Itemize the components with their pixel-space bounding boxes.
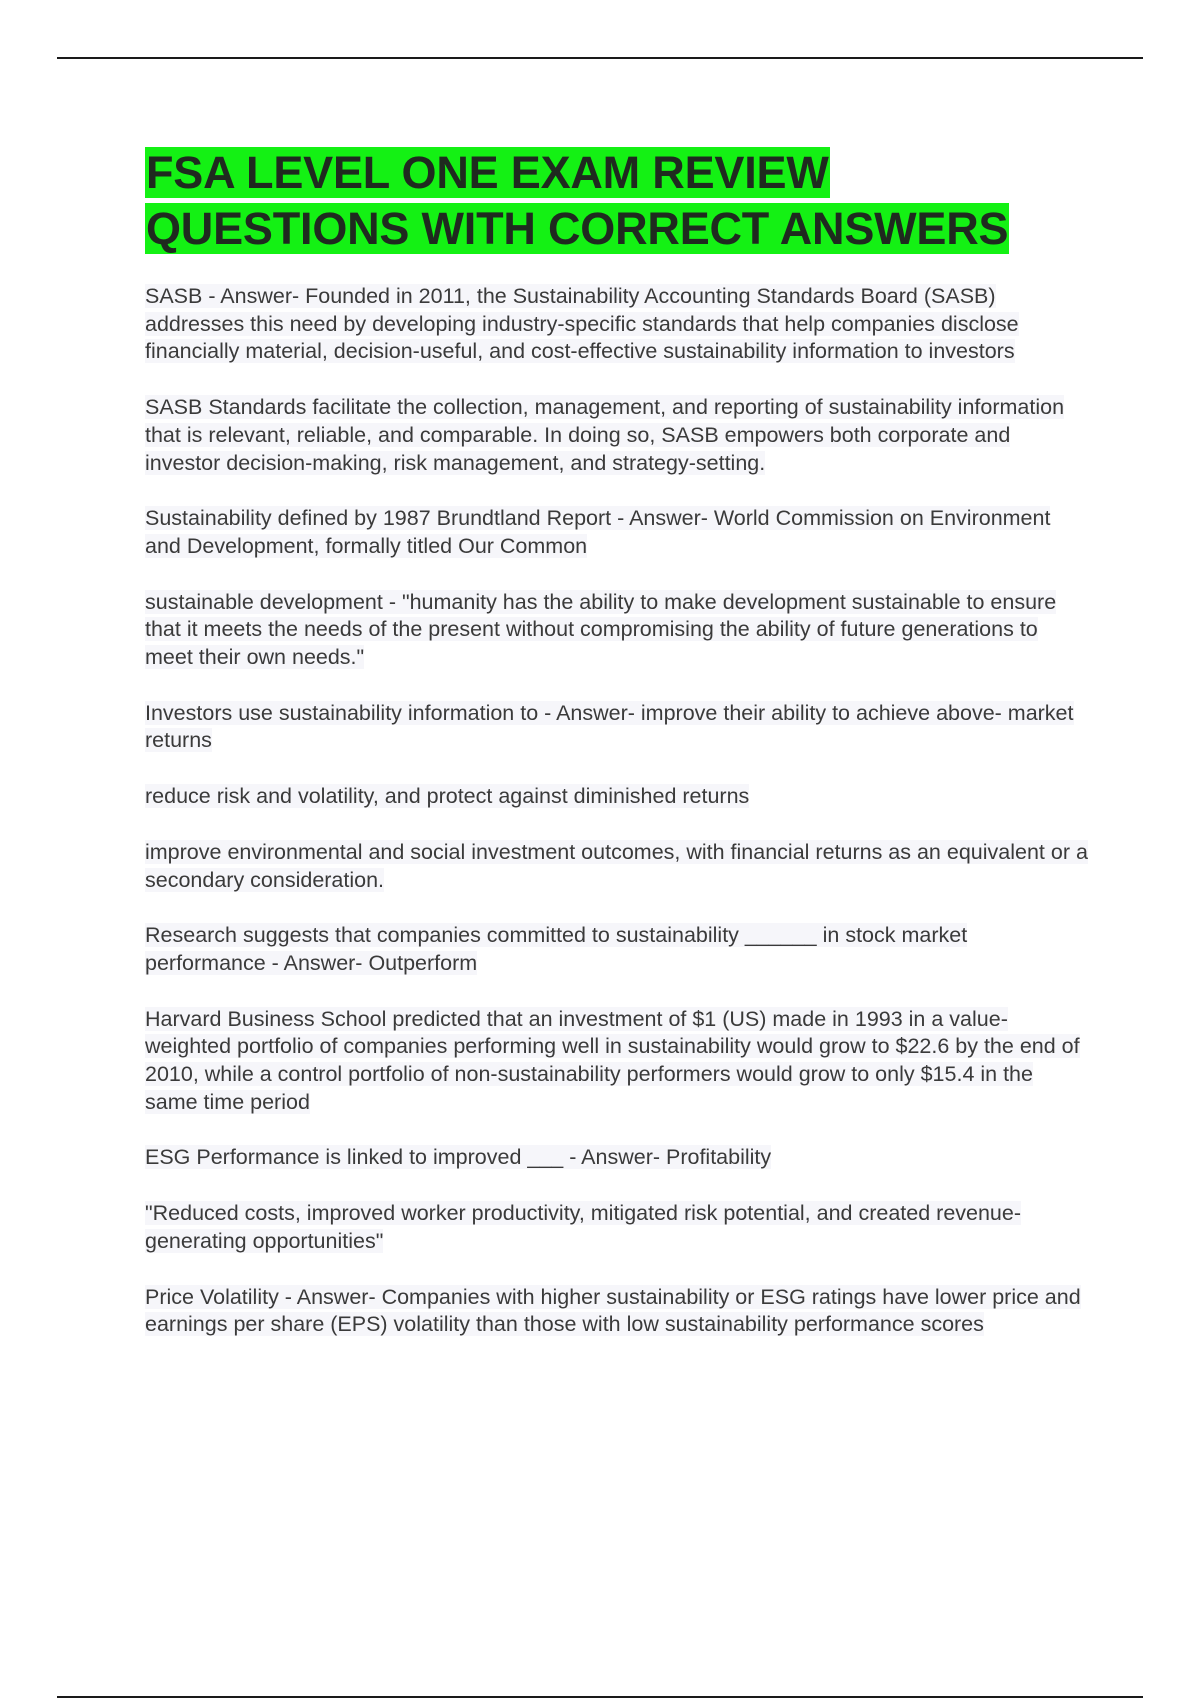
paragraph-price-volatility xyxy=(145,1284,1090,1339)
paragraph-text: SASB - Answer- Founded in 2011, the Sustainability Accounting Standards Board (SASB) addresses this need by developing industry-specific standards that help companies disclose financially material, decision-useful, and cost-effective sustainability information to investors xyxy=(145,284,1019,364)
paragraph-text: ESG Performance is linked to improved ___ - Answer- Profitability xyxy=(145,1145,772,1170)
paragraph-research-outperform xyxy=(145,922,1090,977)
paragraph-harvard xyxy=(145,1006,1090,1117)
paragraph-text: Price Volatility - Answer- Companies with higher sustainability or ESG ratings have lower price and earnings per share (EPS) volatility than those with low sustainability performance scores xyxy=(145,1284,1081,1337)
document-title-text: FSA LEVEL ONE EXAM REVIEW QUESTIONS WITH CORRECT ANSWERS xyxy=(146,147,1009,254)
paragraph-text: Sustainability defined by 1987 Brundtland Report - Answer- World Commission on Environment and Development, formally titled Our Common xyxy=(145,506,1051,558)
top-rule xyxy=(57,57,1143,59)
paragraph-brundtland xyxy=(145,505,1090,560)
paragraph-investors-use xyxy=(145,700,1090,755)
paragraph-text: reduce risk and volatility, and protect against diminished returns xyxy=(145,784,750,809)
paragraph-sustainable-development xyxy=(145,589,1090,672)
paragraph-reduce-risk xyxy=(145,783,1090,811)
paragraph-reduced-costs xyxy=(145,1200,1090,1255)
paragraph-text: Harvard Business School predicted that an investment of $1 (US) made in 1993 in a value-weighted portfolio of companies performing well in sustainability would grow to $22.6 by the end of 2010, while a control portfolio of non-sustainability performers would grow to only $15.4 in the same time period xyxy=(145,1006,1080,1114)
paragraph-text: Research suggests that companies committed to sustainability ______ in stock market performance - Answer- Outperform xyxy=(145,923,968,975)
paragraph-esg-profitability xyxy=(145,1144,1090,1172)
paragraph-text: Investors use sustainability information to - Answer- improve their ability to achieve above- market returns xyxy=(145,700,1074,753)
paragraph-text: improve environmental and social investment outcomes, with financial returns as an equivalent or a secondary consideration. xyxy=(145,839,1088,892)
paragraph-text: "Reduced costs, improved worker productivity, mitigated risk potential, and created revenue-generating opportunities" xyxy=(145,1201,1022,1253)
bottom-rule xyxy=(57,1696,1143,1698)
paragraph-sasb-standards xyxy=(145,394,1090,477)
paragraph-text: SASB Standards facilitate the collection, management, and reporting of sustainability information that is relevant, reliable, and comparable. In doing so, SASB empowers both corporate and investor decision-making, risk management, and strategy-setting. xyxy=(145,395,1065,475)
paragraph-sasb xyxy=(145,283,1090,366)
document-body xyxy=(145,145,1090,1367)
paragraph-text: sustainable development - "humanity has the ability to make development sustainable to ensure that it meets the needs of the present without compromising the ability of future generations to meet their own needs." xyxy=(145,589,1057,670)
paragraph-improve-outcomes xyxy=(145,839,1090,894)
document-title xyxy=(145,145,1090,257)
